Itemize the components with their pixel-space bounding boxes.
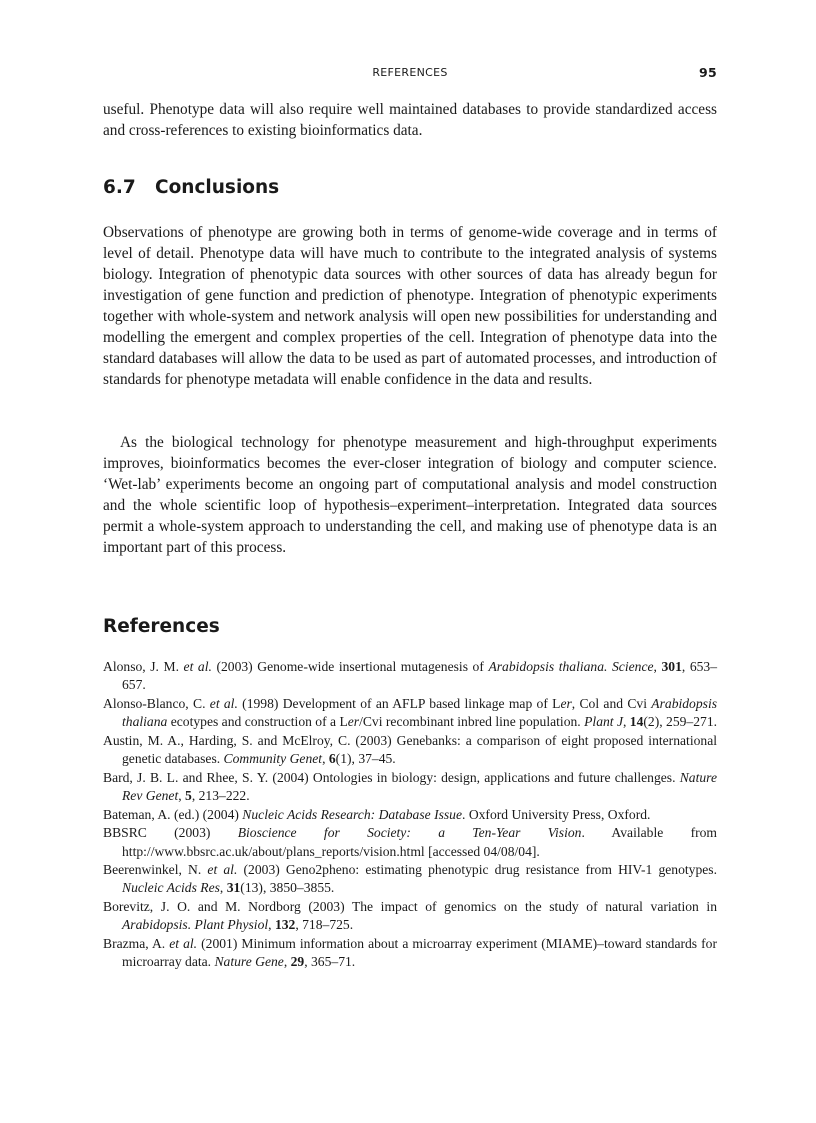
running-head-title: REFERENCES [372, 66, 448, 79]
reference-item: Bateman, A. (ed.) (2004) Nucleic Acids Research: Database Issue. Oxford University Press, Oxford. [103, 806, 651, 822]
reference-item: Austin, M. A., Harding, S. and McElroy, C. (2003) Genebanks: a comparison of eight proposed international genetic databases. Community Genet, 6(1), 37–45. [103, 732, 717, 767]
section-title: Conclusions [155, 177, 280, 198]
page-number: 95 [699, 65, 717, 80]
intro-paragraph: useful. Phenotype data will also require well maintained databases to provide standardized access and cross-references to existing bioinformatics data. [103, 101, 717, 139]
references-heading: References [103, 616, 220, 637]
reference-list [103, 658, 717, 972]
running-head [103, 66, 717, 82]
reference-item: Bard, J. B. L. and Rhee, S. Y. (2004) Ontologies in biology: design, applications and future challenges. Nature Rev Genet, 5, 213–222. [103, 769, 717, 803]
reference-item: Brazma, A. et al. (2001) Minimum information about a microarray experiment (MIAME)–toward standards for microarray data. Nature Gene, 29, 365–71. [103, 936, 717, 970]
reference-item: Alonso, J. M. et al. (2003) Genome-wide insertional mutagenesis of Arabidopsis thaliana. Science, 301, 653–657. [103, 659, 718, 693]
conclusions-paragraph-2: As the biological technology for phenotype measurement and high-throughput experiments improves, bioinformatics becomes the ever-closer integration of biology and computer science. ‘Wet-lab’ experiments become an ongoing part of computational analysis and model construction and the whole scientific loop of hypothesis–experiment–interpretation. Integrated data sources permit a whole-system approach to understanding the cell, and making use of phenotype data is an important part of this process. [103, 434, 717, 556]
reference-item: Beerenwinkel, N. et al. (2003) Geno2pheno: estimating phenotypic drug resistance from HIV-1 genotypes. Nucleic Acids Res, 31(13), 3850–3855. [103, 862, 717, 896]
conclusions-paragraph-1: Observations of phenotype are growing both in terms of genome-wide coverage and in terms of level of detail. Phenotype data will have much to contribute to the integrated analysis of systems biology. Integration of phenotypic data sources with other sources of data has already begun for investigation of gene function and prediction of phenotype. Integration of phenotypic experiments together with whole-system and network analysis will open new possibilities for understanding and modelling the emergent and complex properties of the cell. Integration of phenotype data into the standard databases will allow the data to be used as part of automated processes, and introduction of standards for phenotype metadata will enable confidence in the data and results. [103, 224, 717, 388]
section-heading [103, 177, 279, 198]
reference-item: BBSRC (2003) Bioscience for Society: a Ten-Year Vision. Available from http://www.bbsrc.ac.uk/about/plans_reports/vision.html [accessed 04/08/04]. [103, 825, 718, 859]
reference-item: Alonso-Blanco, C. et al. (1998) Development of an AFLP based linkage map of Ler, Col and Cvi Arabidopsis thaliana ecotypes and construction of a Ler/Cvi recombinant inbred line population. Plant J, 14(2), 259–271. [103, 695, 718, 730]
reference-item: Borevitz, J. O. and M. Nordborg (2003) The impact of genomics on the study of natural variation in Arabidopsis. Plant Physiol, 132, 718–725. [103, 899, 717, 933]
section-number: 6.7 [103, 177, 136, 198]
